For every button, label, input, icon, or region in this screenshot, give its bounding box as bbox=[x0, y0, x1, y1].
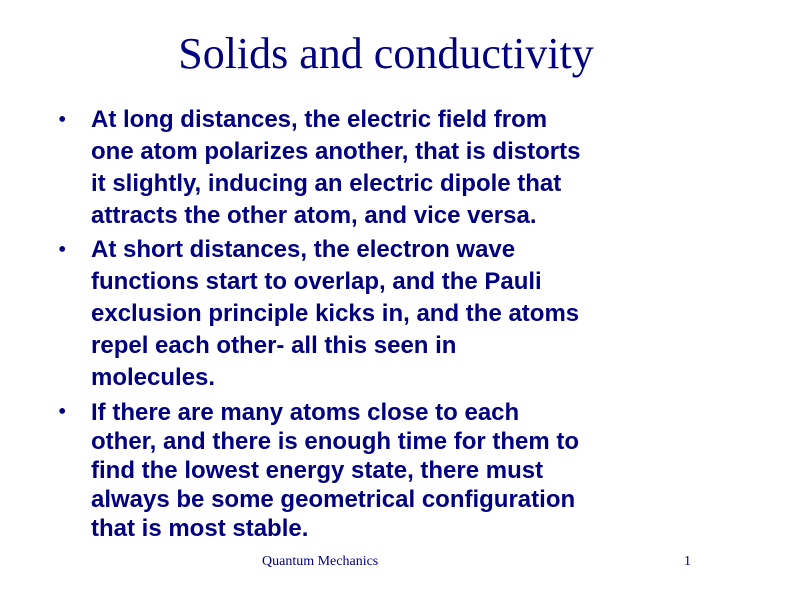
bullet-item bbox=[58, 104, 748, 232]
bullet-line: repel each other- all this seen in bbox=[91, 332, 457, 359]
footer-label: Quantum Mechanics bbox=[262, 554, 379, 569]
bullet-dot-icon: • bbox=[58, 107, 67, 133]
bullet-line: exclusion principle kicks in, and the atoms bbox=[91, 300, 580, 327]
bullet-line: find the lowest energy state, there must bbox=[91, 457, 544, 484]
bullet-line: it slightly, inducing an electric dipole that bbox=[91, 170, 562, 197]
bullet-dot-icon: • bbox=[58, 399, 67, 425]
bullet-line: molecules. bbox=[91, 364, 216, 391]
bullet-line: that is most stable. bbox=[91, 515, 309, 542]
bullet-item bbox=[58, 234, 748, 394]
bullet-text bbox=[91, 234, 748, 394]
bullet-list bbox=[58, 104, 748, 543]
bullet-line: At long distances, the electric field from bbox=[91, 106, 548, 133]
bullet-text bbox=[91, 104, 748, 232]
bullet-text bbox=[91, 398, 748, 543]
bullet-dot-icon: • bbox=[58, 237, 67, 263]
bullet-line: one atom polarizes another, that is distorts bbox=[91, 138, 581, 165]
bullet-line: always be some geometrical configuration bbox=[91, 486, 576, 513]
bullet-line: attracts the other atom, and vice versa. bbox=[91, 202, 537, 229]
bullet-line: other, and there is enough time for them to bbox=[91, 428, 580, 455]
bullet-line: If there are many atoms close to each bbox=[91, 399, 520, 426]
bullet-line: At short distances, the electron wave bbox=[91, 236, 516, 263]
page-number: 1 bbox=[684, 554, 691, 569]
slide-title: Solids and conductivity bbox=[178, 29, 594, 78]
bullet-line: functions start to overlap, and the Pauli bbox=[91, 268, 542, 295]
bullet-item bbox=[58, 398, 748, 543]
